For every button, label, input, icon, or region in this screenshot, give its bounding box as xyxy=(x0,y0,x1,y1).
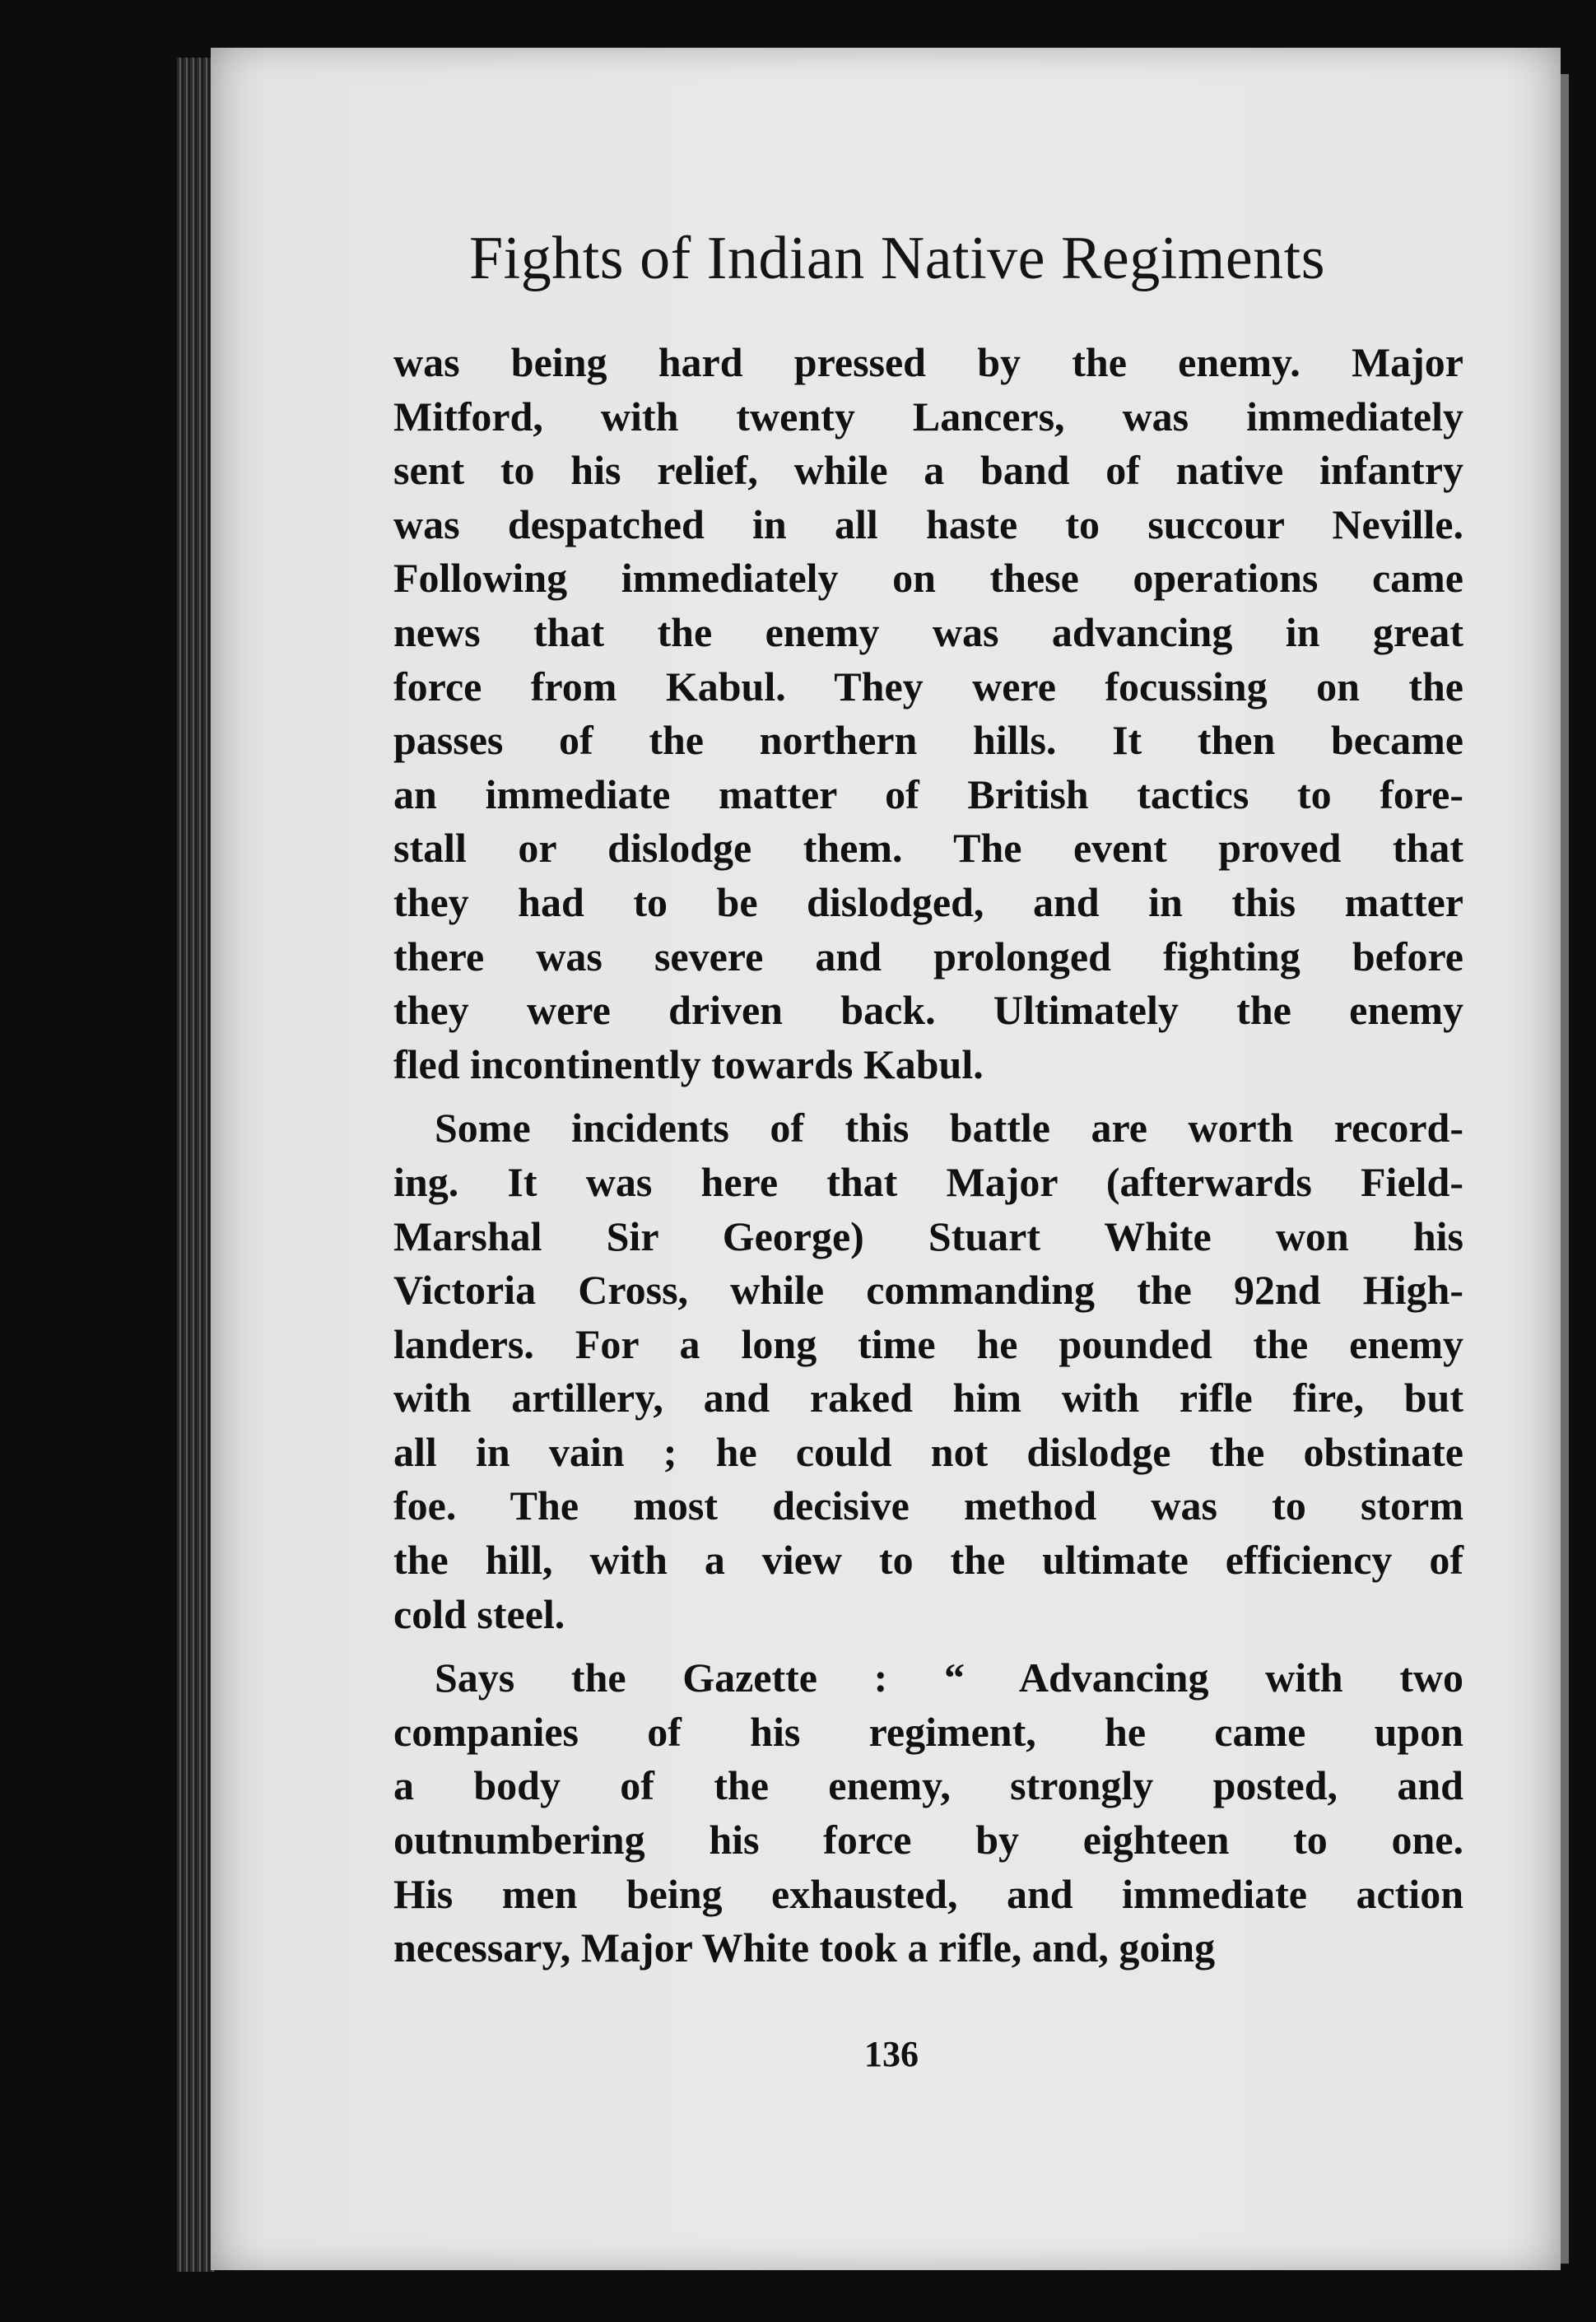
text-line: force from Kabul. They were focussing on the xyxy=(393,663,1463,710)
page-edge xyxy=(1561,74,1569,2264)
text-line: there was severe and prolonged fighting before xyxy=(393,933,1463,980)
paragraph xyxy=(393,1101,1463,1641)
text-line: companies of his regiment, he came upon xyxy=(393,1708,1463,1755)
text-line: all in vain ; he could not dislodge the obstinate xyxy=(393,1428,1463,1475)
paragraph xyxy=(393,1651,1463,1975)
text-line: landers. For a long time he pounded the enemy xyxy=(393,1320,1463,1367)
text-line: the hill, with a view to the ultimate efficiency of xyxy=(393,1537,1463,1584)
text-line: stall or dislodge them. The event proved that xyxy=(393,825,1463,872)
body-text xyxy=(393,336,1463,1985)
text-line: foe. The most decisive method was to storm xyxy=(393,1482,1463,1529)
text-line: they had to be dislodged, and in this matter xyxy=(393,878,1463,925)
text-line: cold steel. xyxy=(393,1590,565,1637)
text-line: they were driven back. Ultimately the enemy xyxy=(393,987,1463,1034)
text-line: was being hard pressed by the enemy. Major xyxy=(393,339,1463,385)
text-line: was despatched in all haste to succour Neville. xyxy=(393,500,1463,547)
text-line: passes of the northern hills. It then became xyxy=(393,717,1463,764)
text-line: Some incidents of this battle are worth record- xyxy=(435,1105,1463,1152)
text-line: with artillery, and raked him with rifle fire, but xyxy=(393,1375,1463,1422)
book-spine xyxy=(177,58,215,2272)
text-line: a body of the enemy, strongly posted, and xyxy=(393,1762,1463,1809)
text-line: Victoria Cross, while commanding the 92nd High- xyxy=(393,1267,1463,1314)
running-head: Fights of Indian Native Regiments xyxy=(469,225,1326,292)
text-line: His men being exhausted, and immediate action xyxy=(393,1870,1463,1917)
page-number: 136 xyxy=(864,2034,919,2074)
text-line: Marshal Sir George) Stuart White won his xyxy=(393,1212,1463,1259)
text-line: sent to his relief, while a band of native infantry xyxy=(393,447,1463,494)
text-line: an immediate matter of British tactics to fore- xyxy=(393,770,1463,817)
paragraph xyxy=(393,336,1463,1091)
text-line: Following immediately on these operations came xyxy=(393,555,1463,602)
text-line: outnumbering his force by eighteen to one. xyxy=(393,1817,1463,1864)
text-line: fled incontinently towards Kabul. xyxy=(393,1040,984,1087)
text-line: Mitford, with twenty Lancers, was immediately xyxy=(393,393,1463,440)
text-line: Says the Gazette : “ Advancing with two xyxy=(435,1654,1463,1701)
text-line: necessary, Major White took a rifle, and, going xyxy=(393,1924,1216,1971)
text-line: ing. It was here that Major (afterwards Field- xyxy=(393,1158,1463,1205)
text-line: news that the enemy was advancing in great xyxy=(393,608,1463,655)
